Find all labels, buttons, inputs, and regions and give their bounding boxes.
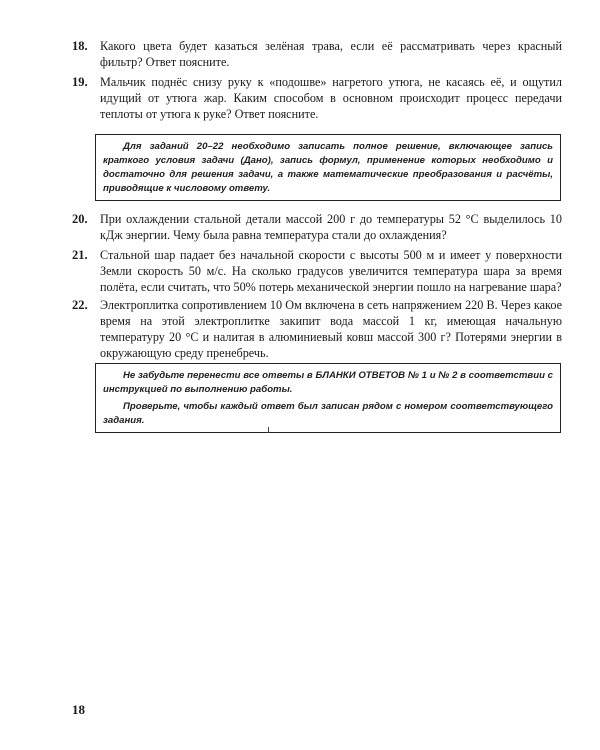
scan-mark [268, 427, 269, 433]
task-number: 22. [72, 298, 88, 312]
task-number: 21. [72, 248, 88, 262]
reminder-line-1: Не забудьте перенести все ответы в БЛАНКИ ОТВЕТОВ № 1 и № 2 в соответствии с инструкцией по выполнению работы. [103, 370, 553, 395]
task-number: 20. [72, 212, 88, 226]
reminder-line-2: Проверьте, чтобы каждый ответ был записан рядом с номером соответствующего задания. [103, 401, 553, 426]
task-text: Стальной шар падает без начальной скорости с высоты 500 м и имеет у поверхности Земли скорость 50 м/с. На сколько градусов увеличится температура шара за время полёта, если считать, что 50% потерь механической энергии пошло на нагревание шара? [100, 248, 562, 294]
instruction-text: Для заданий 20–22 необходимо записать полное решение, включающее запись краткого условия задачи (Дано), запись формул, применение которых необходимо и достаточно для решения задачи, а также математические преобразования и расчёты, приводящие к числовому ответу. [103, 141, 553, 194]
task-number: 19. [72, 75, 88, 89]
task-text: Мальчик поднёс снизу руку к «подошве» нагретого утюга, не касаясь её, и ощутил идущий от утюга жар. Каким способом в основном происходит процесс передачи теплоты от утюга к руке? Ответ поясните. [100, 75, 562, 121]
task-18 [72, 38, 562, 70]
task-22 [72, 297, 562, 361]
task-text: При охлаждении стальной детали массой 200 г до температуры 52 °С выделилось 10 кДж энергии. Чему была равна температура стали до охлаждения? [100, 212, 562, 242]
task-text: Электроплитка сопротивлением 10 Ом включена в сеть напряжением 220 В. Через какое время на этой электроплитке закипит вода массой 1 кг, имеющая начальную температуру 20 °С и налитая в алюминиевый ковш массой 300 г? Потерями энергии в окружающую среду пренебречь. [100, 298, 562, 360]
reminder-box [95, 363, 561, 433]
task-number: 18. [72, 39, 88, 53]
instruction-box [95, 134, 561, 201]
page-number: 18 [72, 702, 85, 717]
task-20 [72, 211, 562, 243]
task-text: Какого цвета будет казаться зелёная трава, если её рассматривать через красный фильтр? Ответ поясните. [100, 39, 562, 69]
task-19 [72, 74, 562, 122]
task-21 [72, 247, 562, 295]
